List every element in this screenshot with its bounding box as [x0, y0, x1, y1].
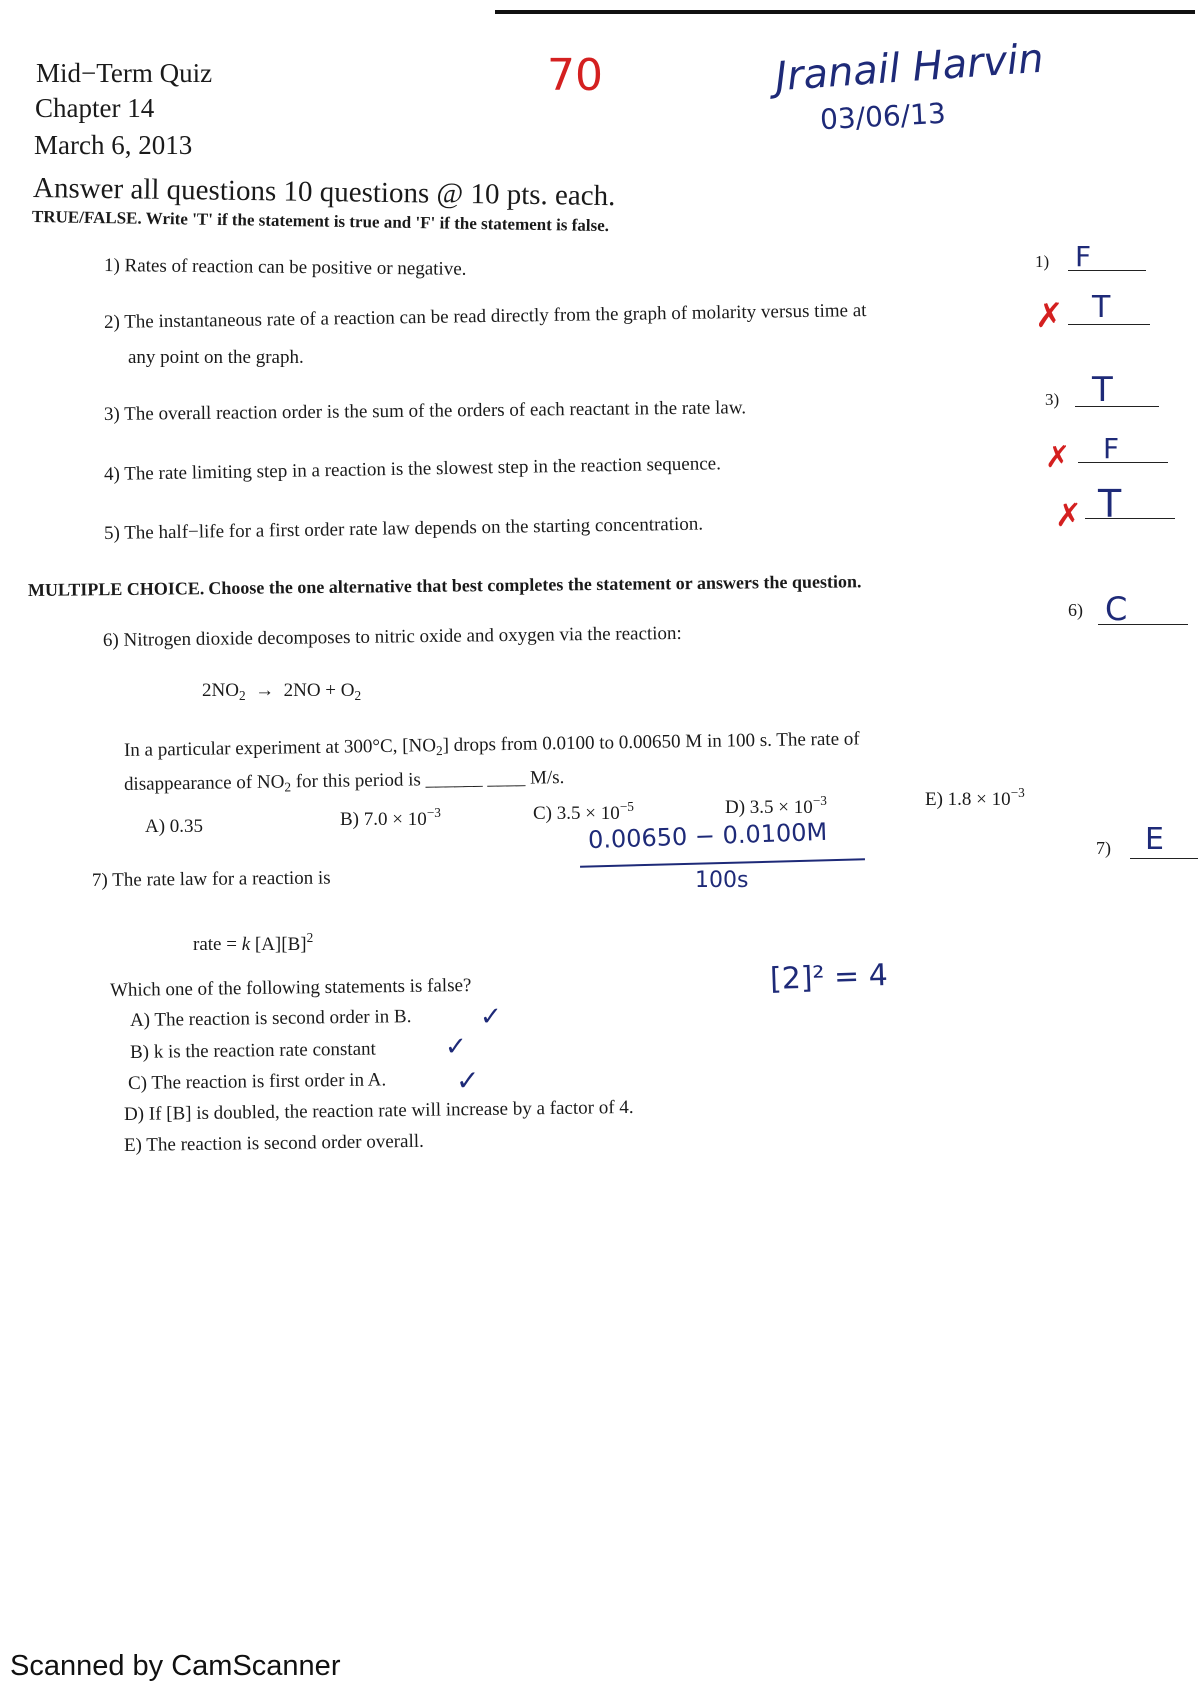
wrong-mark-4: ✗ [1045, 440, 1071, 475]
wrong-mark-2: ✗ [1035, 296, 1064, 336]
checkmark-c: ✓ [456, 1064, 480, 1097]
q7-option-b[interactable]: B) k is the reaction rate constant [129, 1038, 376, 1063]
mc-answer-line-7 [1130, 858, 1198, 859]
score: 70 [547, 50, 603, 101]
q6-option-b[interactable]: B) $7.0 \times 10^{-3}$ [340, 805, 441, 830]
tf-answer-label-3: 3) [1045, 390, 1060, 409]
mc-question-7: 7) The rate law for a reaction is [91, 867, 331, 891]
calc-fraction-bar [580, 858, 865, 867]
tf-answer-line-2 [1068, 324, 1150, 325]
quiz-title: Mid−Term Quiz [36, 58, 213, 88]
mc-question-6: 6) Nitrogen dioxide decomposes to nitric oxide and oxygen via the reaction: [102, 622, 682, 651]
reaction-equation: $2NO_2 \to 2NO + O_2$ [202, 680, 362, 703]
mc-answer-label-7: 7) [1096, 838, 1111, 858]
calc-denominator: 100s [695, 868, 749, 893]
tf-answer-line-1 [1068, 270, 1146, 271]
tf-answer-4: F [1103, 432, 1120, 465]
tf-question-2: 2) The instantaneous rate of a reaction can be read directly from the graph of molarity versus time at [103, 300, 867, 333]
q6-option-e[interactable]: E) $1.8 \times 10^{-3}$ [925, 785, 1025, 810]
mc-instructions: Choose the one alternative that best completes the statement or answers the question. [208, 571, 862, 599]
rate-law: rate = k $[A][B]^2$ [193, 930, 314, 955]
student-date: 03/06/13 [819, 96, 947, 137]
tf-answer-3: T [1092, 370, 1113, 410]
tf-question-5: 5) The half−life for a first order rate law depends on the starting concentration. [103, 513, 704, 544]
q6-option-c[interactable]: C) $3.5 \times 10^{-5}$ [533, 799, 634, 824]
tf-answer-label-1: 1) [1035, 252, 1050, 271]
wrong-mark-5: ✗ [1055, 496, 1082, 534]
student-name: Jranail Harvin [773, 35, 1046, 101]
checkmark-b: ✓ [445, 1032, 467, 1062]
scanner-watermark: Scanned by CamScanner [10, 1650, 341, 1682]
tf-heading: TRUE/FALSE. [31, 207, 142, 228]
tf-question-4: 4) The rate limiting step in a reaction is the slowest step in the reaction sequence. [103, 453, 722, 485]
q6-body-line-2: disappearance of $NO_2$ for this period is ______ ____ M/s. [123, 767, 565, 795]
tf-answer-5: T [1098, 482, 1122, 526]
chapter-label: Chapter 14 [35, 93, 155, 123]
mc-answer-6: C [1105, 590, 1128, 628]
tf-answer-line-3 [1075, 406, 1159, 407]
q6-option-d[interactable]: D) $3.5 \times 10^{-3}$ [725, 793, 827, 818]
mc-heading: MULTIPLE CHOICE. [27, 578, 205, 600]
tf-answer-2: T [1092, 290, 1111, 325]
mc-answer-label-6: 6) [1068, 600, 1083, 620]
tf-answer-1: F [1075, 240, 1092, 273]
calc-q7: [2]² = 4 [769, 957, 889, 998]
q7-prompt: Which one of the following statements is false? [109, 974, 472, 1001]
q7-option-d[interactable]: D) If [B] is doubled, the reaction rate will increase by a factor of 4. [123, 1096, 634, 1125]
scan-edge-line [495, 10, 1195, 14]
q6-option-a[interactable]: A) 0.35 [145, 816, 204, 837]
q6-body-line-1: In a particular experiment at 300°C, $[NO_2]$ drops from 0.0100 to 0.00650 M in 100 s. The rate of [123, 728, 860, 761]
tf-answer-line-4 [1078, 462, 1168, 463]
tf-question-2-cont: any point on the graph. [128, 347, 304, 368]
q7-option-c[interactable]: C) The reaction is first order in A. [127, 1069, 387, 1094]
tf-question-1: 1) Rates of reaction can be positive or negative. [103, 255, 467, 280]
q7-option-e[interactable]: E) The reaction is second order overall. [123, 1130, 424, 1156]
mc-header [28, 571, 862, 601]
tf-answer-line-5 [1085, 518, 1175, 519]
tf-instructions: Write 'T' if the statement is true and 'F' if the statement is false. [145, 208, 610, 236]
mc-answer-line-6 [1098, 624, 1188, 625]
mc-answer-7: E [1145, 822, 1164, 857]
instructions: Answer all questions 10 questions @ 10 pts. each. [32, 172, 616, 213]
checkmark-a: ✓ [480, 1002, 502, 1032]
quiz-date: March 6, 2013 [34, 130, 193, 160]
tf-question-3: 3) The overall reaction order is the sum of the orders of each reactant in the rate law. [103, 397, 747, 425]
calc-numerator: 0.00650 − 0.0100M [587, 817, 828, 855]
q7-option-a[interactable]: A) The reaction is second order in B. [129, 1006, 412, 1031]
